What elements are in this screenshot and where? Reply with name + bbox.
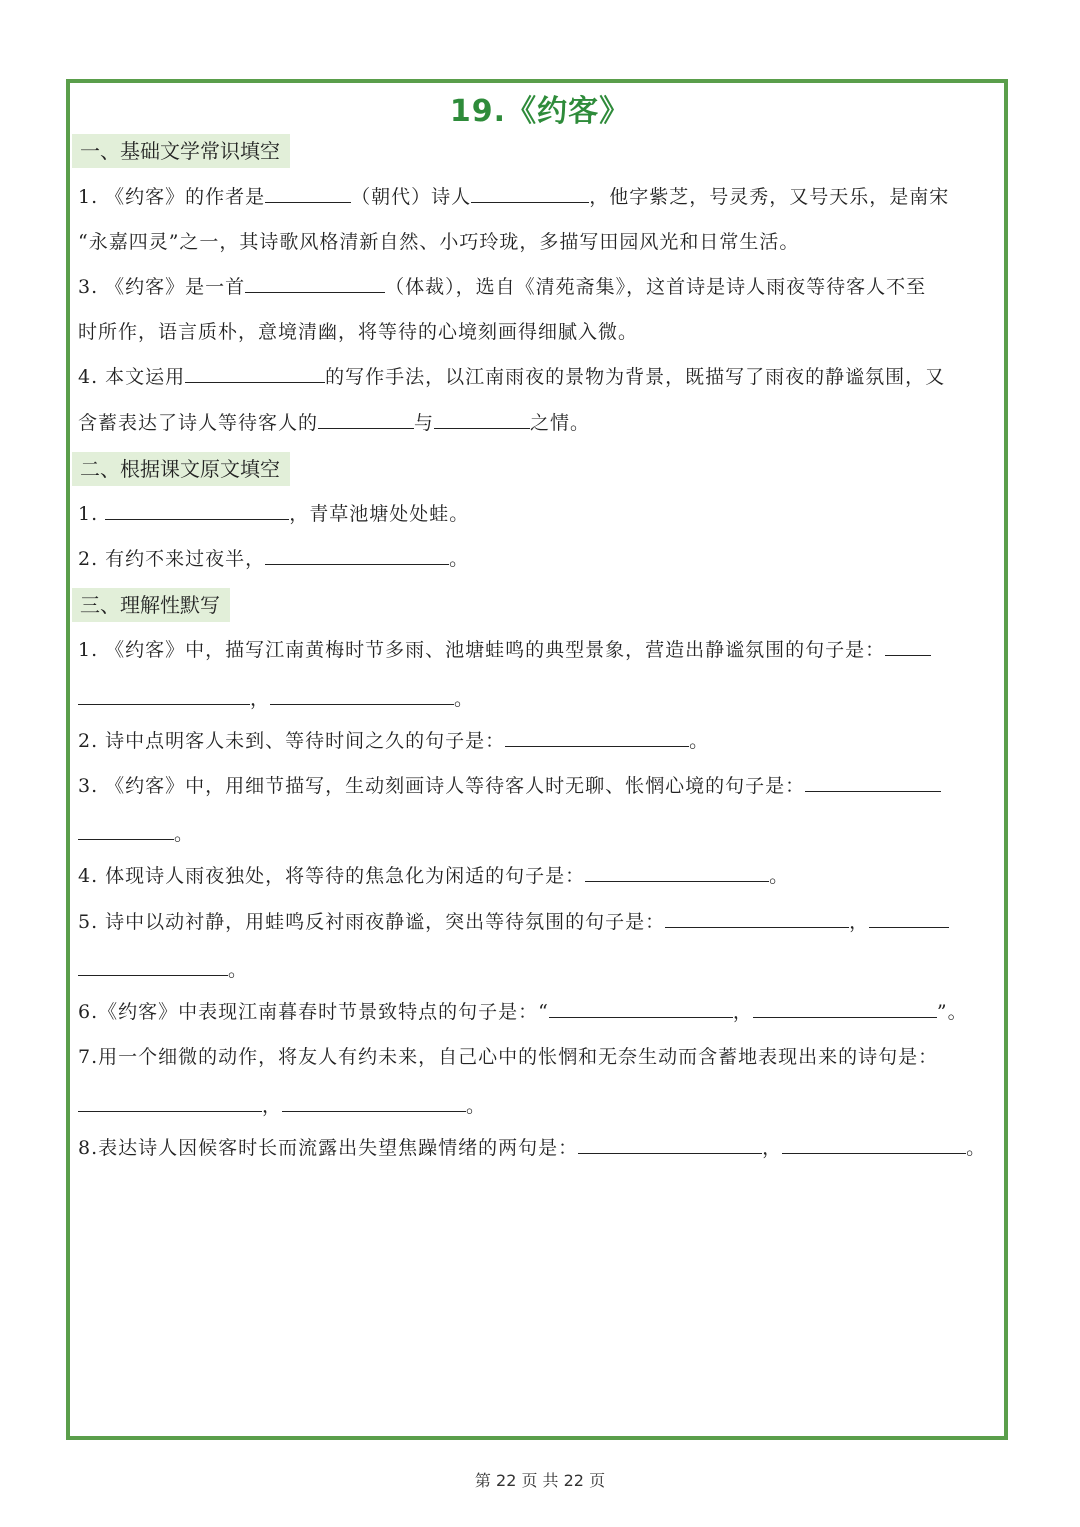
section-heading-2: 二、根据课文原文填空 bbox=[72, 452, 290, 486]
p3-q1-line2 bbox=[78, 684, 1004, 714]
p2-q2-line bbox=[78, 544, 1004, 574]
p3-q2-text-a: 2. 诗中点明客人未到、等待时间之久的句子是： bbox=[78, 730, 506, 752]
blank-p3-q7-b[interactable] bbox=[282, 1091, 466, 1112]
blank-p3-q1-b[interactable] bbox=[270, 684, 454, 705]
p1-q1-text-c: ，他字紫芝，号灵秀，又号天乐，是南宋 bbox=[589, 186, 950, 208]
p3-q8-line bbox=[78, 1133, 1004, 1163]
p3-q1-text-b: ， bbox=[250, 688, 271, 710]
blank-feeling-1[interactable] bbox=[318, 408, 414, 429]
blank-p3-q1-start[interactable] bbox=[885, 635, 931, 656]
blank-p3-q5-b-end[interactable] bbox=[78, 955, 228, 976]
p3-q1-text-c: 。 bbox=[454, 688, 475, 710]
p1-q4-text-b: 的写作手法，以江南雨夜的景物为背景，既描写了雨夜的静谧氛围，又 bbox=[325, 366, 946, 388]
blank-p3-q5-a[interactable] bbox=[665, 907, 849, 928]
p3-q3-text-b: 。 bbox=[174, 823, 195, 845]
p3-q4-text-b: 。 bbox=[769, 865, 790, 887]
section-heading-3: 三、理解性默写 bbox=[72, 588, 230, 622]
blank-p3-q6-a[interactable] bbox=[549, 997, 733, 1018]
p3-q4-text-a: 4. 体现诗人雨夜独处，将等待的焦急化为闲适的句子是： bbox=[78, 865, 586, 887]
p1-q4-text-c: 含蓄表达了诗人等待客人的 bbox=[78, 412, 319, 434]
p3-q3-text-a: 3. 《约客》中，用细节描写，生动刻画诗人等待客人时无聊、怅惘心境的句子是： bbox=[78, 775, 806, 797]
page-title: 19.《约客》 bbox=[449, 94, 631, 129]
p3-q5-line1 bbox=[78, 907, 1004, 937]
blank-feeling-2[interactable] bbox=[434, 408, 530, 429]
p1-q4-line2 bbox=[78, 408, 1004, 438]
blank-poem-line-4[interactable] bbox=[265, 544, 449, 565]
page-number: 第 22 页 共 22 页 bbox=[474, 1471, 606, 1490]
p3-q6-text-b: ， bbox=[732, 1001, 753, 1023]
p3-q5-text-a: 5. 诗中以动衬静，用蛙鸣反衬雨夜静谧，突出等待氛围的句子是： bbox=[78, 911, 666, 933]
blank-p3-q1-a[interactable] bbox=[78, 684, 250, 705]
blank-genre[interactable] bbox=[245, 272, 385, 293]
p3-q5-text-c: 。 bbox=[228, 959, 249, 981]
p2-q2-text-a: 2. 有约不来过夜半， bbox=[78, 548, 266, 570]
p3-q3-line2 bbox=[78, 819, 1004, 849]
p3-q6-text-c: ”。 bbox=[936, 1001, 968, 1023]
p1-q3-text-a: 3. 《约客》是一首 bbox=[78, 276, 246, 298]
p1-q3-line2: 时所作，语言质朴，意境清幽，将等待的心境刻画得细腻入微。 bbox=[78, 321, 639, 343]
p1-q1-line1 bbox=[78, 182, 1004, 212]
p3-q2-line bbox=[78, 726, 1004, 756]
blank-p3-q8-a[interactable] bbox=[578, 1133, 762, 1154]
p3-q7-line2 bbox=[78, 1091, 1004, 1121]
p3-q8-text-a: 8.表达诗人因候客时长而流露出失望焦躁情绪的两句是： bbox=[78, 1137, 579, 1159]
p1-q3-text-b: （体裁），选自《清苑斋集》，这首诗是诗人雨夜等待客人不至 bbox=[385, 276, 927, 298]
p3-q4-line bbox=[78, 861, 1004, 891]
p1-q3-line1 bbox=[78, 272, 1004, 302]
p3-q2-text-b: 。 bbox=[689, 730, 710, 752]
p3-q8-text-b: ， bbox=[762, 1137, 783, 1159]
blank-p3-q8-b[interactable] bbox=[782, 1133, 966, 1154]
p2-q2-text-b: 。 bbox=[449, 548, 470, 570]
p1-q1-text-a: 1. 《约客》的作者是 bbox=[78, 186, 266, 208]
p3-q1-text-a: 1. 《约客》中，描写江南黄梅时节多雨、池塘蛙鸣的典型景象，营造出静谧氛围的句子是： bbox=[78, 639, 886, 661]
p1-q1-line2: “永嘉四灵”之一，其诗歌风格清新自然、小巧玲珑，多描写田园风光和日常生活。 bbox=[78, 231, 800, 253]
p3-q8-text-c: 。 bbox=[966, 1137, 987, 1159]
p3-q6-text-a: 6.《约客》中表现江南暮春时节景致特点的句子是：“ bbox=[78, 1001, 549, 1023]
section-heading-1: 一、基础文学常识填空 bbox=[72, 134, 290, 168]
p1-q4-text-a: 4. 本文运用 bbox=[78, 366, 186, 388]
p1-q4-text-d: 与 bbox=[414, 412, 435, 434]
p3-q5-line2 bbox=[78, 955, 1004, 985]
p3-q7-text-b: ， bbox=[262, 1095, 283, 1117]
p2-q1-text-a: 1. bbox=[78, 503, 99, 525]
blank-technique[interactable] bbox=[185, 362, 325, 383]
p3-q7-text-c: 。 bbox=[466, 1095, 487, 1117]
p3-q1-line1 bbox=[78, 635, 1004, 665]
blank-p3-q6-b[interactable] bbox=[753, 997, 937, 1018]
blank-p3-q5-b-start[interactable] bbox=[869, 907, 949, 928]
p2-q1-text-b: ，青草池塘处处蛙。 bbox=[289, 503, 470, 525]
p1-q4-line1 bbox=[78, 362, 1004, 392]
p1-q4-text-e: 之情。 bbox=[530, 412, 591, 434]
blank-p3-q4[interactable] bbox=[585, 861, 769, 882]
p3-q7-line1: 7.用一个细微的动作，将友人有约未来，自己心中的怅惘和无奈生动而含蓄地表现出来的诗句是： bbox=[78, 1046, 939, 1068]
blank-poem-line-1[interactable] bbox=[105, 499, 289, 520]
blank-p3-q3-start[interactable] bbox=[805, 771, 941, 792]
p1-q1-text-b: （朝代）诗人 bbox=[351, 186, 472, 208]
p3-q3-line1 bbox=[78, 771, 1004, 801]
blank-poet[interactable] bbox=[471, 182, 589, 203]
blank-p3-q7-a[interactable] bbox=[78, 1091, 262, 1112]
p2-q1-line bbox=[78, 499, 1004, 529]
blank-p3-q3-end[interactable] bbox=[78, 819, 174, 840]
blank-dynasty[interactable] bbox=[265, 182, 351, 203]
blank-p3-q2[interactable] bbox=[505, 726, 689, 747]
p3-q6-line bbox=[78, 997, 1004, 1027]
p3-q5-text-b: ， bbox=[849, 911, 870, 933]
